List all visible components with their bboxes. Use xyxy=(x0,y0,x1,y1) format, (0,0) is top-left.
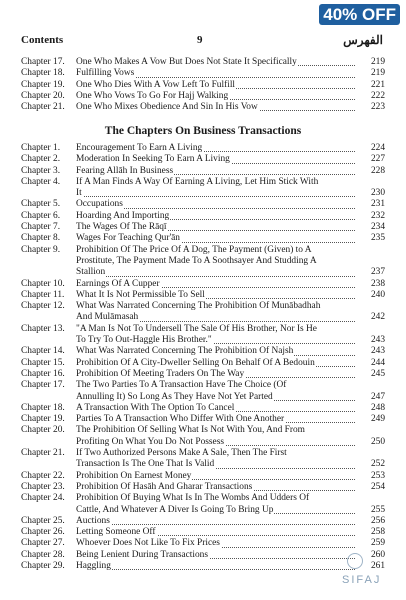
toc-chapter-title xyxy=(76,527,385,538)
toc-title-text: Fearing Allāh In Business xyxy=(76,165,174,176)
toc-chapter-label xyxy=(21,335,76,346)
toc-chapter-title xyxy=(76,414,385,425)
toc-title-text: Annulling It) So Long As They Have Not Yet Parted xyxy=(76,391,273,402)
toc-entry-line xyxy=(21,267,385,278)
toc-chapter-title xyxy=(76,493,385,504)
toc-page-number: 260 xyxy=(370,549,385,560)
toc-entry-line xyxy=(21,516,385,527)
toc-chapter-title xyxy=(76,312,385,323)
toc-page-number: 243 xyxy=(370,346,385,357)
toc-chapter-label xyxy=(21,256,76,267)
toc-chapter-label: Chapter 16. xyxy=(21,368,65,379)
header-page-number: 9 xyxy=(197,34,203,46)
toc-entry-line xyxy=(21,425,385,436)
toc-chapter-title xyxy=(76,471,385,482)
toc-page-number: 219 xyxy=(370,68,385,79)
toc-entry-line xyxy=(21,493,385,504)
toc-entry-line xyxy=(21,459,385,470)
toc-chapter-title xyxy=(76,222,385,233)
toc-chapter-title xyxy=(76,437,385,448)
toc-chapter-title xyxy=(76,301,385,312)
toc-page-number: 244 xyxy=(370,357,385,368)
toc-chapter-label: Chapter 18. xyxy=(21,68,65,79)
toc-entry-line xyxy=(21,256,385,267)
toc-chapter-title xyxy=(76,279,385,290)
discount-badge: 40% OFF xyxy=(319,4,400,25)
toc-entry-line xyxy=(21,143,385,154)
toc-chapter-title xyxy=(76,459,385,470)
toc-chapter-title xyxy=(76,68,385,79)
toc-entry-line xyxy=(21,538,385,549)
header-arabic-title: الفهرس xyxy=(343,33,383,47)
toc-chapter-label xyxy=(21,459,76,470)
toc-chapter-title xyxy=(76,57,385,68)
toc-chapter-label: Chapter 13. xyxy=(21,323,65,334)
toc-chapter-title xyxy=(76,199,385,210)
toc-entry-line xyxy=(21,211,385,222)
toc-page-number: 228 xyxy=(370,165,385,176)
toc-chapter-title xyxy=(76,505,385,516)
toc-chapter-label xyxy=(21,437,76,448)
watermark-logo: SIFAJ xyxy=(342,574,382,586)
toc-entry-line xyxy=(21,102,385,113)
toc-chapter-label: Chapter 21. xyxy=(21,448,65,459)
toc-title-text: If Two Authorized Persons Make A Sale, Then The First xyxy=(76,448,287,459)
toc-title-text: The Prohibition Of Selling What Is Not With You, And From xyxy=(76,425,305,436)
toc-chapter-title xyxy=(76,380,385,391)
toc-chapter-title xyxy=(76,516,385,527)
toc-chapter-title xyxy=(76,403,385,414)
toc-title-text: To Try To Out-Haggle His Brother." xyxy=(76,335,212,346)
toc-page-number: 234 xyxy=(370,222,385,233)
toc-chapter-label: Chapter 11. xyxy=(21,289,65,300)
toc-chapter-label: Chapter 20. xyxy=(21,425,65,436)
toc-chapter-label: Chapter 6. xyxy=(21,210,61,221)
toc-page-number: 249 xyxy=(370,414,385,425)
toc-page-number: 219 xyxy=(370,57,385,67)
toc-chapter-label: Chapter 19. xyxy=(21,79,65,90)
toc-entry-line xyxy=(21,301,385,312)
toc-chapter-label: Chapter 23. xyxy=(21,481,65,492)
toc-chapter-title xyxy=(76,211,385,222)
toc-entry-line xyxy=(21,57,385,68)
toc-chapter-label: Chapter 9. xyxy=(21,244,61,255)
toc-entry-line xyxy=(21,166,385,177)
toc-chapter-title xyxy=(76,550,385,561)
toc-title-text: Stallion xyxy=(76,267,106,278)
toc-entry-line xyxy=(21,505,385,516)
toc-title-text: Earnings Of A Cupper xyxy=(76,278,160,289)
toc-chapter-label xyxy=(21,267,76,278)
toc-title-text: Prohibition On Earnest Money xyxy=(76,470,192,481)
toc-chapter-label: Chapter 5. xyxy=(21,199,61,210)
toc-title-text: One Who Vows To Go For Hajj Walking xyxy=(76,90,229,101)
toc-title-text: Wages For Teaching Qur'ān xyxy=(76,233,180,244)
toc-page-number: 256 xyxy=(370,515,385,526)
toc-entry-line xyxy=(21,233,385,244)
toc-chapter-label xyxy=(21,392,76,403)
toc-title-text: The Two Parties To A Transaction Have The Choice (Of xyxy=(76,380,287,391)
toc-title-text: Occupations xyxy=(76,199,123,210)
toc-business-section xyxy=(21,143,385,572)
toc-entry-line xyxy=(21,403,385,414)
toc-page-number: 227 xyxy=(370,154,385,165)
toc-title-text: Prostitute, The Payment Made To A Soothsayer And Studding A xyxy=(76,255,317,266)
toc-entry-line xyxy=(21,290,385,301)
toc-page-number: 223 xyxy=(370,102,385,113)
toc-page-number: 248 xyxy=(370,402,385,413)
toc-chapter-label: Chapter 28. xyxy=(21,549,65,560)
toc-chapter-title xyxy=(76,358,385,369)
toc-title-text: Prohibition Of Hasāh And Gharar Transactions xyxy=(76,481,253,492)
toc-title-text: Profiting On What You Do Not Possess xyxy=(76,436,225,447)
toc-chapter-title xyxy=(76,290,385,301)
toc-chapter-title xyxy=(76,448,385,459)
toc-page-number: 231 xyxy=(370,199,385,210)
toc-title-text: Being Lenient During Transactions xyxy=(76,549,209,560)
toc-title-text: Fulfilling Vows xyxy=(76,68,135,79)
toc-chapter-label xyxy=(21,312,76,323)
toc-chapter-title xyxy=(76,143,385,154)
toc-entry-line xyxy=(21,392,385,403)
toc-entry-line xyxy=(21,380,385,391)
toc-chapter-title xyxy=(76,245,385,256)
toc-chapter-label: Chapter 24. xyxy=(21,493,65,504)
toc-entry-line xyxy=(21,91,385,102)
header-contents-label: Contents xyxy=(21,34,64,46)
toc-entry-line xyxy=(21,448,385,459)
toc-title-text: What Was Narrated Concerning The Prohibition Of Najsh xyxy=(76,346,294,357)
toc-chapter-label: Chapter 19. xyxy=(21,414,65,425)
toc-chapter-label: Chapter 10. xyxy=(21,278,65,289)
page-header xyxy=(21,34,383,48)
toc-chapter-title xyxy=(76,188,385,199)
toc-title-text: Prohibition Of A City-Dweller Selling On Behalf Of A Bedouin xyxy=(76,357,315,368)
toc-title-text: A Transaction With The Option To Cancel xyxy=(76,402,235,413)
toc-entry-line xyxy=(21,527,385,538)
toc-entry-line xyxy=(21,437,385,448)
watermark-logo-icon xyxy=(347,553,363,569)
toc-chapter-title xyxy=(76,80,385,91)
toc-title-text: Letting Someone Off xyxy=(76,527,156,538)
toc-title-text: And Mulāmasah xyxy=(76,312,139,323)
toc-chapter-title xyxy=(76,392,385,403)
toc-page-number: 240 xyxy=(370,289,385,300)
toc-title-text: One Who Mixes Obedience And Sin In His Vow xyxy=(76,102,258,113)
toc-title-text: Haggling xyxy=(76,560,111,571)
toc-page-number: 243 xyxy=(370,335,385,346)
toc-chapter-label: Chapter 2. xyxy=(21,154,61,165)
toc-entry-line xyxy=(21,312,385,323)
toc-chapter-label: Chapter 14. xyxy=(21,346,65,357)
toc-page-number: 261 xyxy=(370,560,385,571)
toc-chapter-label: Chapter 3. xyxy=(21,165,61,176)
toc-chapter-title xyxy=(76,324,385,335)
toc-title-text: Parties To A Transaction Who Differ With One Another xyxy=(76,414,285,425)
toc-entry-line xyxy=(21,68,385,79)
toc-chapter-title xyxy=(76,267,385,278)
toc-title-text: One Who Dies With A Vow Left To Fulfill xyxy=(76,79,236,90)
toc-entry-line xyxy=(21,154,385,165)
toc-entry-line xyxy=(21,177,385,188)
toc-chapter-label: Chapter 22. xyxy=(21,470,65,481)
toc-chapter-title xyxy=(76,166,385,177)
toc-title-text: "A Man Is Not To Undersell The Sale Of His Brother, Nor Is He xyxy=(76,323,317,334)
toc-chapter-label: Chapter 25. xyxy=(21,515,65,526)
toc-chapter-label: Chapter 18. xyxy=(21,402,65,413)
toc-page-number: 224 xyxy=(370,143,385,153)
toc-page-number: 222 xyxy=(370,90,385,101)
toc-page-number: 259 xyxy=(370,538,385,549)
toc-chapter-title xyxy=(76,102,385,113)
toc-chapter-title xyxy=(76,561,385,572)
toc-title-text: Prohibition Of Meeting Traders On The Way xyxy=(76,368,245,379)
toc-chapter-label: Chapter 27. xyxy=(21,538,65,549)
toc-chapter-title xyxy=(76,369,385,380)
toc-entry-line xyxy=(21,561,385,572)
toc-title-text: Cattle, And Whatever A Diver Is Going To Bring Up xyxy=(76,504,274,515)
toc-title-text: If A Man Finds A Way Of Earning A Living, Let Him Stick With xyxy=(76,176,319,187)
toc-chapter-label: Chapter 12. xyxy=(21,301,65,312)
toc-title-text: It xyxy=(76,188,82,199)
toc-chapter-title xyxy=(76,154,385,165)
toc-chapter-label: Chapter 26. xyxy=(21,527,65,538)
toc-entry-line xyxy=(21,80,385,91)
toc-page-number: 255 xyxy=(370,504,385,515)
toc-chapter-label: Chapter 20. xyxy=(21,90,65,101)
toc-title-text: Auctions xyxy=(76,515,110,526)
toc-entry-line xyxy=(21,414,385,425)
toc-entry-line xyxy=(21,335,385,346)
toc-title-text: The Wages Of The Rāqī xyxy=(76,222,167,233)
toc-title-text: One Who Makes A Vow But Does Not State It Specifically xyxy=(76,57,297,67)
toc-entry-line xyxy=(21,188,385,199)
toc-page-number: 252 xyxy=(370,459,385,470)
toc-entry-line xyxy=(21,550,385,561)
toc-chapter-label: Chapter 21. xyxy=(21,102,65,113)
toc-page-number: 235 xyxy=(370,233,385,244)
toc-chapter-title xyxy=(76,335,385,346)
toc-chapter-title xyxy=(76,346,385,357)
toc-title-text: Prohibition Of The Price Of A Dog, The Payment (Given) to A xyxy=(76,244,312,255)
toc-title-text: Prohibition Of Buying What Is In The Wombs And Udders Of xyxy=(76,493,310,504)
toc-chapter-title xyxy=(76,538,385,549)
toc-entry-line xyxy=(21,245,385,256)
toc-chapter-label xyxy=(21,188,76,199)
toc-title-text: Encouragement To Earn A Living xyxy=(76,143,203,153)
toc-chapter-label: Chapter 7. xyxy=(21,222,61,233)
toc-chapter-title xyxy=(76,233,385,244)
toc-entry-line xyxy=(21,346,385,357)
toc-entry-line xyxy=(21,482,385,493)
toc-chapter-title xyxy=(76,177,385,188)
toc-page-number: 237 xyxy=(370,267,385,278)
toc-page-number: 254 xyxy=(370,481,385,492)
toc-page-number: 253 xyxy=(370,470,385,481)
toc-entry-line xyxy=(21,324,385,335)
toc-chapter-title xyxy=(76,256,385,267)
toc-chapter-title xyxy=(76,425,385,436)
toc-page-number: 250 xyxy=(370,436,385,447)
toc-page-number: 258 xyxy=(370,527,385,538)
toc-title-text: Hoarding And Importing xyxy=(76,210,170,221)
toc-page-number: 245 xyxy=(370,368,385,379)
toc-vows-section xyxy=(21,57,385,113)
section-title: The Chapters On Business Transactions xyxy=(104,125,302,137)
toc-chapter-title xyxy=(76,91,385,102)
toc-chapter-label: Chapter 4. xyxy=(21,176,61,187)
toc-chapter-title xyxy=(76,482,385,493)
toc-entry-line xyxy=(21,222,385,233)
toc-page-number: 230 xyxy=(370,188,385,199)
toc-title-text: Transaction Is The One That Is Valid xyxy=(76,459,215,470)
toc-entry-line xyxy=(21,369,385,380)
toc-chapter-label: Chapter 29. xyxy=(21,560,65,571)
toc-title-text: What Was Narrated Concerning The Prohibition Of Munābadhah xyxy=(76,301,321,312)
toc-chapter-label: Chapter 8. xyxy=(21,233,61,244)
toc-chapter-label: Chapter 17. xyxy=(21,57,65,67)
toc-page-number: 221 xyxy=(370,79,385,90)
toc-title-text: Whoever Does Not Like To Fix Prices xyxy=(76,538,220,549)
toc-title-text: What It Is Not Permissible To Sell xyxy=(76,289,205,300)
toc-entry-line xyxy=(21,199,385,210)
toc-page-number: 242 xyxy=(370,312,385,323)
toc-chapter-label xyxy=(21,505,76,516)
toc-page-number: 238 xyxy=(370,278,385,289)
toc-page-number: 247 xyxy=(370,391,385,402)
toc-title-text: Moderation In Seeking To Earn A Living xyxy=(76,154,230,165)
toc-entry-line xyxy=(21,471,385,482)
toc-chapter-label: Chapter 1. xyxy=(21,143,61,153)
toc-entry-line xyxy=(21,279,385,290)
toc-page-number: 232 xyxy=(370,210,385,221)
toc-chapter-label: Chapter 17. xyxy=(21,380,65,391)
toc-chapter-label: Chapter 15. xyxy=(21,357,65,368)
toc-entry-line xyxy=(21,358,385,369)
